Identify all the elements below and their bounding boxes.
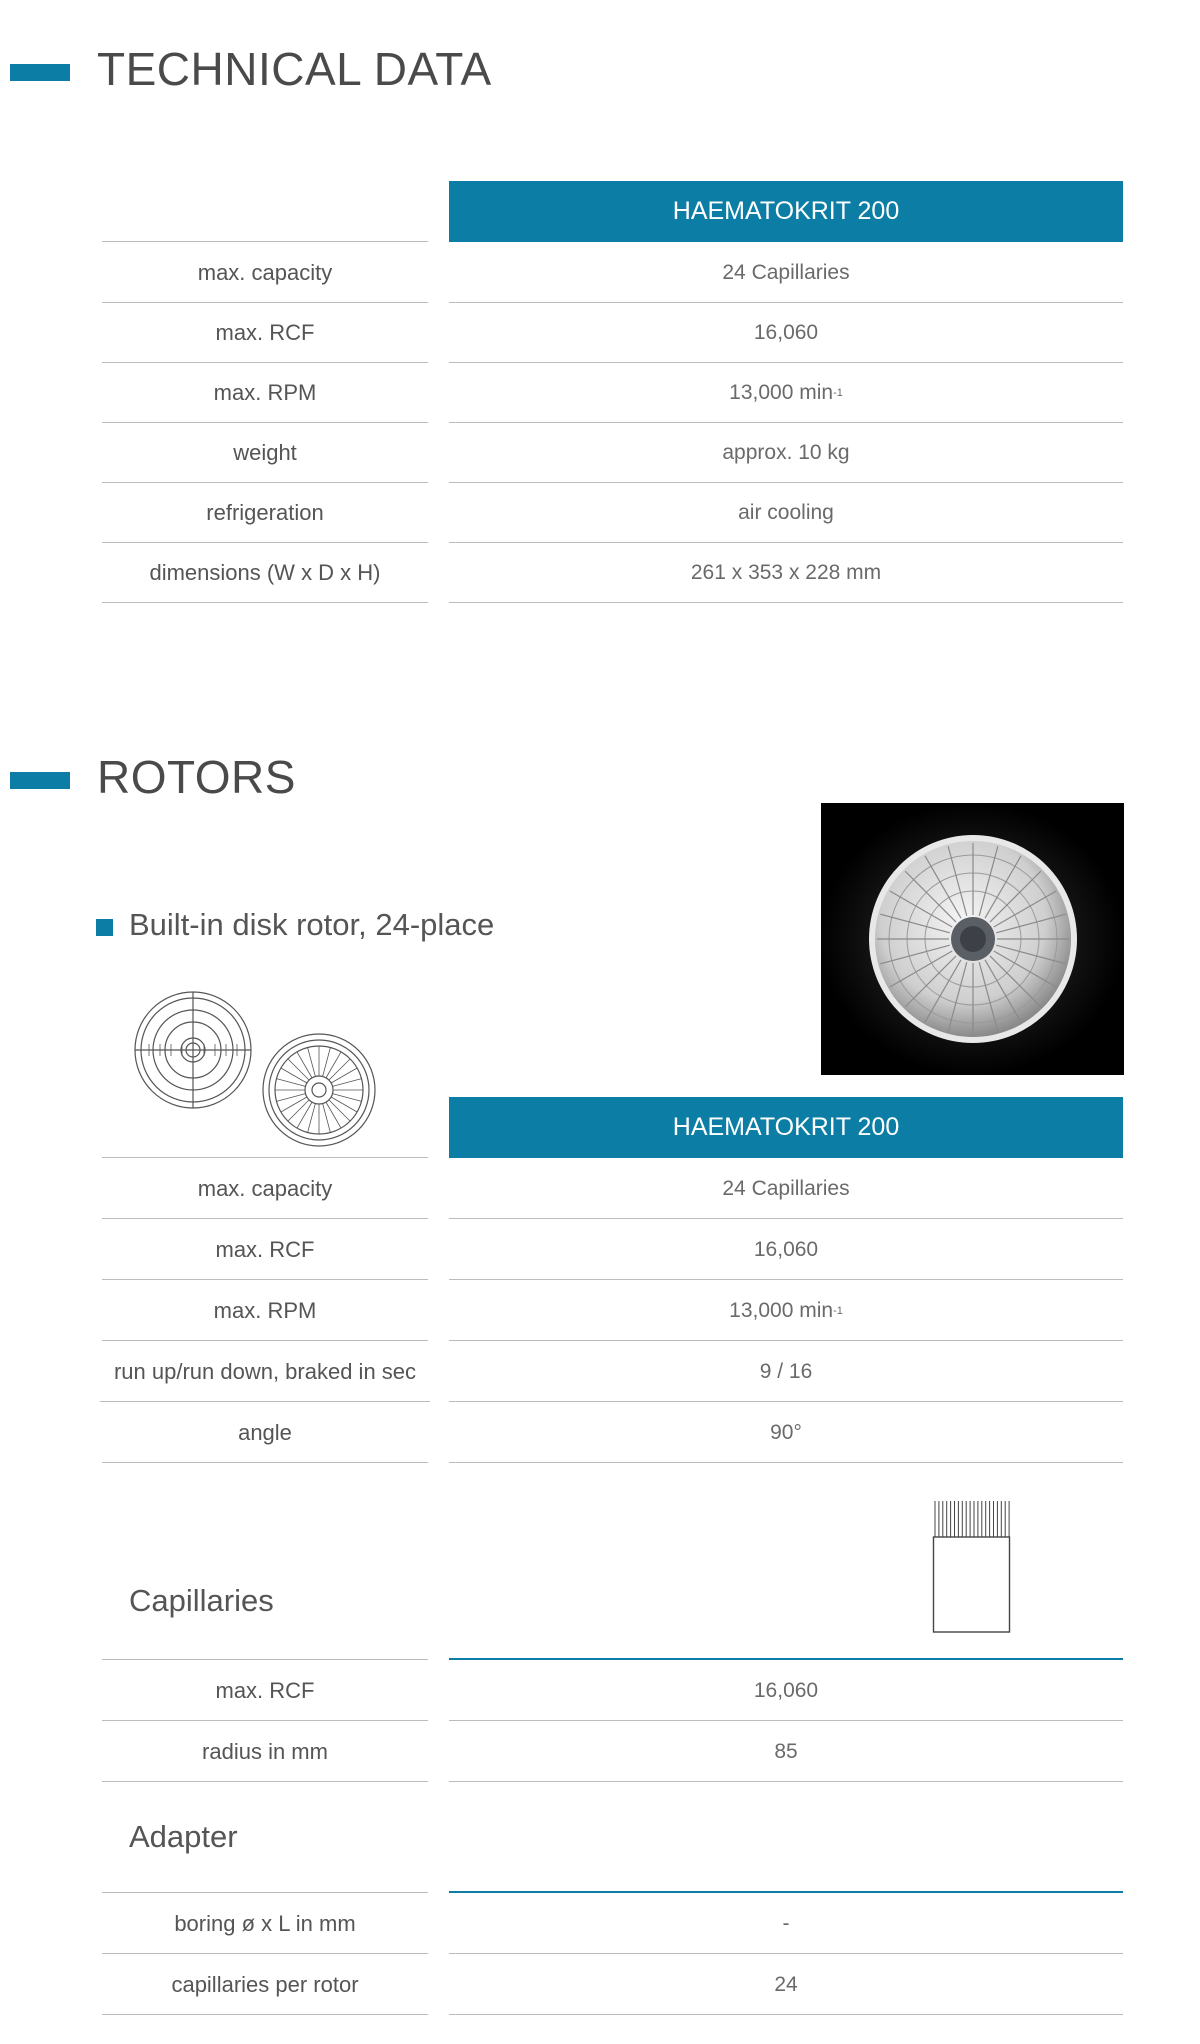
table-row [0, 1661, 1200, 1721]
table-row [0, 1342, 1200, 1402]
row-label: max. RCF [102, 1661, 428, 1721]
row-label: max. RCF [102, 1220, 428, 1280]
row-label: run up/run down, braked in sec [100, 1342, 430, 1402]
table-row [0, 1894, 1200, 1954]
rotor-bullet [96, 919, 113, 936]
row-label: max. RCF [102, 303, 428, 363]
row-value: 261 x 353 x 228 mm [449, 543, 1123, 603]
value-text: 13,000 min [729, 1298, 834, 1322]
divider-accent [449, 1891, 1123, 1893]
section-marker [10, 772, 70, 789]
row-label: angle [102, 1403, 428, 1463]
adapter-title: Adapter [129, 1819, 238, 1854]
table-row [0, 1159, 1200, 1219]
divider-accent [449, 1658, 1123, 1660]
value-text: 13,000 min [729, 380, 834, 404]
row-label: max. RPM [102, 363, 428, 423]
value-exponent: -1 [833, 386, 843, 399]
row-value: 24 Capillaries [449, 243, 1123, 303]
divider [102, 1157, 428, 1158]
table-row [0, 1220, 1200, 1280]
row-value [449, 363, 1123, 423]
table-row [0, 423, 1200, 483]
rotors-column-header: HAEMATOKRIT 200 [449, 1097, 1123, 1158]
divider [102, 241, 428, 242]
section-marker [10, 64, 70, 81]
row-value: 24 [449, 1955, 1123, 2015]
row-value [449, 1281, 1123, 1341]
row-value: 85 [449, 1722, 1123, 1782]
table-row [0, 243, 1200, 303]
row-label: dimensions (W x D x H) [102, 543, 428, 603]
capillaries-title: Capillaries [129, 1583, 274, 1618]
row-label: max. capacity [102, 243, 428, 303]
table-row [0, 1281, 1200, 1341]
row-value: 16,060 [449, 303, 1123, 363]
table-row [0, 483, 1200, 543]
divider [102, 1892, 428, 1893]
rotor-name: Built-in disk rotor, 24-place [129, 907, 495, 942]
row-value: - [449, 1894, 1123, 1954]
row-value: 24 Capillaries [449, 1159, 1123, 1219]
row-value: 16,060 [449, 1661, 1123, 1721]
row-label: refrigeration [102, 483, 428, 543]
row-value: 90° [449, 1403, 1123, 1463]
rotors-title: ROTORS [97, 751, 296, 803]
row-label: radius in mm [102, 1722, 428, 1782]
row-label: max. RPM [102, 1281, 428, 1341]
table-row [0, 1955, 1200, 2015]
row-value: 16,060 [449, 1220, 1123, 1280]
rotor-drawing [133, 990, 383, 1150]
capillary-drawing [932, 1499, 1012, 1635]
technical-data-column-header: HAEMATOKRIT 200 [449, 181, 1123, 242]
row-value: 9 / 16 [449, 1342, 1123, 1402]
value-exponent: -1 [833, 1304, 843, 1317]
row-label: capillaries per rotor [102, 1955, 428, 2015]
table-row [0, 1403, 1200, 1463]
divider [102, 1659, 428, 1660]
row-label: weight [102, 423, 428, 483]
row-label: max. capacity [102, 1159, 428, 1219]
technical-data-title: TECHNICAL DATA [97, 43, 492, 95]
table-row [0, 543, 1200, 603]
table-row [0, 363, 1200, 423]
table-row [0, 303, 1200, 363]
row-value: approx. 10 kg [449, 423, 1123, 483]
table-row [0, 1722, 1200, 1782]
rotor-photo [821, 803, 1124, 1075]
row-value: air cooling [449, 483, 1123, 543]
row-label: boring ø x L in mm [102, 1894, 428, 1954]
